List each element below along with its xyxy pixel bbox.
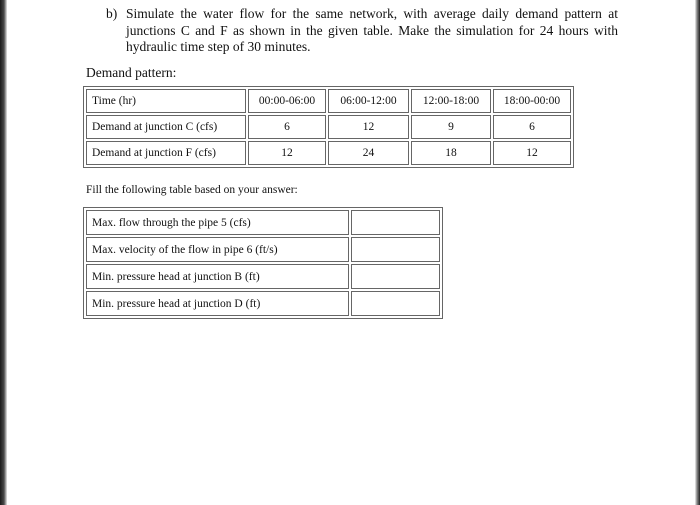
period-header-cell: 18:00-00:00 xyxy=(493,89,571,113)
period-header-cell: 00:00-06:00 xyxy=(248,89,326,113)
question-block xyxy=(106,6,618,56)
value-cell: 12 xyxy=(328,115,409,139)
value-cell: 12 xyxy=(248,141,326,165)
photo-left-edge xyxy=(0,0,7,505)
fill-table-instruction: Fill the following table based on your answer: xyxy=(86,184,298,196)
answer-cell xyxy=(351,264,440,289)
value-cell: 6 xyxy=(493,115,571,139)
value-cell: 18 xyxy=(411,141,491,165)
question-cell: Max. velocity of the flow in pipe 6 (ft/s) xyxy=(86,237,349,262)
photo-right-edge xyxy=(695,0,700,505)
time-header-cell: Time (hr) xyxy=(86,89,246,113)
table-row xyxy=(86,141,571,165)
question-label: b) xyxy=(106,6,118,21)
table-row xyxy=(86,210,440,235)
answer-cell xyxy=(351,291,440,316)
table-row xyxy=(86,115,571,139)
question-cell: Min. pressure head at junction B (ft) xyxy=(86,264,349,289)
table-row xyxy=(86,237,440,262)
value-cell: 9 xyxy=(411,115,491,139)
demand-pattern-table xyxy=(83,86,574,168)
value-cell: 24 xyxy=(328,141,409,165)
value-cell: 12 xyxy=(493,141,571,165)
answer-cell xyxy=(351,237,440,262)
table-row xyxy=(86,291,440,316)
demand-pattern-label: Demand pattern: xyxy=(86,65,177,80)
answer-table xyxy=(83,207,443,319)
row-label-cell: Demand at junction F (cfs) xyxy=(86,141,246,165)
period-header-cell: 06:00-12:00 xyxy=(328,89,409,113)
row-label-cell: Demand at junction C (cfs) xyxy=(86,115,246,139)
question-text: Simulate the water flow for the same network, with average daily demand pattern at junctions C and F as shown in the given table. Make the simulation for 24 hours with hydraulic time step of 30 minutes. xyxy=(126,6,618,54)
question-cell: Max. flow through the pipe 5 (cfs) xyxy=(86,210,349,235)
table-row xyxy=(86,264,440,289)
answer-cell xyxy=(351,210,440,235)
period-header-cell: 12:00-18:00 xyxy=(411,89,491,113)
question-cell: Min. pressure head at junction D (ft) xyxy=(86,291,349,316)
table-header-row xyxy=(86,89,571,113)
value-cell: 6 xyxy=(248,115,326,139)
